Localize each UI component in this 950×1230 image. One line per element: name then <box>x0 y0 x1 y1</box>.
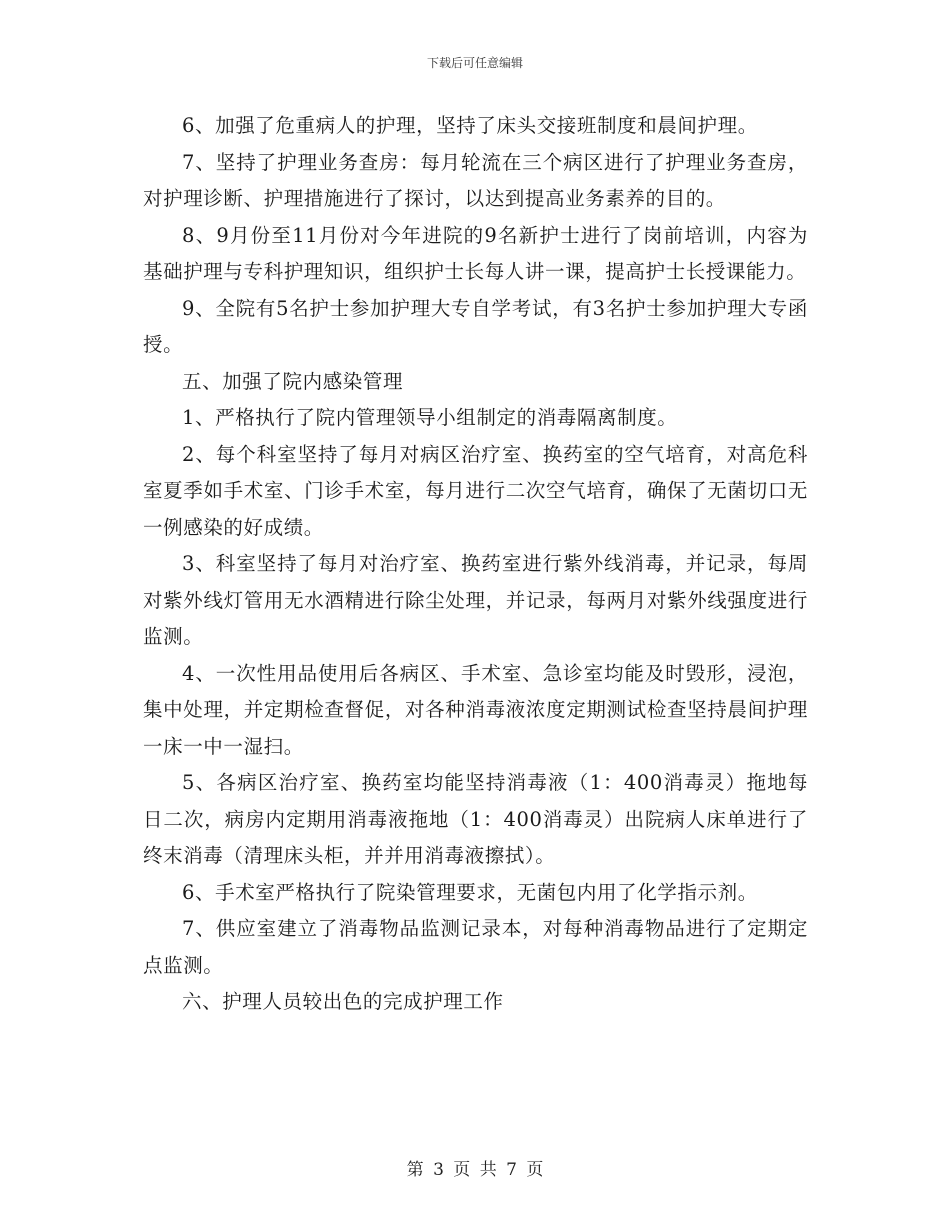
paragraph: 7、供应室建立了消毒物品监测记录本，对每种消毒物品进行了定期定点监测。 <box>143 917 808 977</box>
paragraph: 6、手术室严格执行了院染管理要求，无菌包内用了化学指示剂。 <box>182 880 758 904</box>
paragraph: 6、加强了危重病人的护理，坚持了床头交接班制度和晨间护理。 <box>182 114 758 137</box>
paragraph: 9、全院有5名护士参加护理大专自学考试，有3名护士参加护理大专函授。 <box>143 296 808 356</box>
paragraph: 3、科室坚持了每月对治疗室、换药室进行紫外线消毒，并记录，每周对紫外线灯管用无水酒精进行除尘处理，并记录，每两月对紫外线强度进行监测。 <box>143 552 808 648</box>
paragraph: 1、严格执行了院内管理领导小组制定的消毒隔离制度。 <box>182 406 678 429</box>
paragraph: 8、9月份至11月份对今年进院的9名新护士进行了岗前培训，内容为基础护理与专科护理知识，组织护士长每人讲一课，提高护士长授课能力。 <box>143 223 808 283</box>
section-heading: 五、加强了院内感染管理 <box>182 369 404 393</box>
paragraph: 4、一次性用品使用后各病区、手术室、急诊室均能及时毁形，浸泡，集中处理，并定期检查督促，对各种消毒液浓度定期测试检查坚持晨间护理一床一中一湿扫。 <box>143 661 808 758</box>
page-number: 第 3 页 共 7 页 <box>406 1160 544 1180</box>
paragraph: 2、每个科室坚持了每月对病区治疗室、换药室的空气培育，对高危科室夏季如手术室、门诊手术室，每月进行二次空气培育，确保了无菌切口无一例感染的好成绩。 <box>143 442 808 539</box>
section-heading: 六、护理人员较出色的完成护理工作 <box>182 990 504 1013</box>
paragraph: 7、坚持了护理业务查房：每月轮流在三个病区进行了护理业务查房，对护理诊断、护理措施进行了探讨，以达到提高业务素养的目的。 <box>143 150 808 210</box>
page-header: 下载后可任意编辑 <box>426 56 523 70</box>
document-body <box>143 108 808 1021</box>
paragraph: 5、各病区治疗室、换药室均能坚持消毒液（1：400消毒灵）拖地每日二次，病房内定期用消毒液拖地（1：400消毒灵）出院病人床单进行了终末消毒（清理床头柜，并并用消毒液擦拭）。 <box>143 771 808 867</box>
